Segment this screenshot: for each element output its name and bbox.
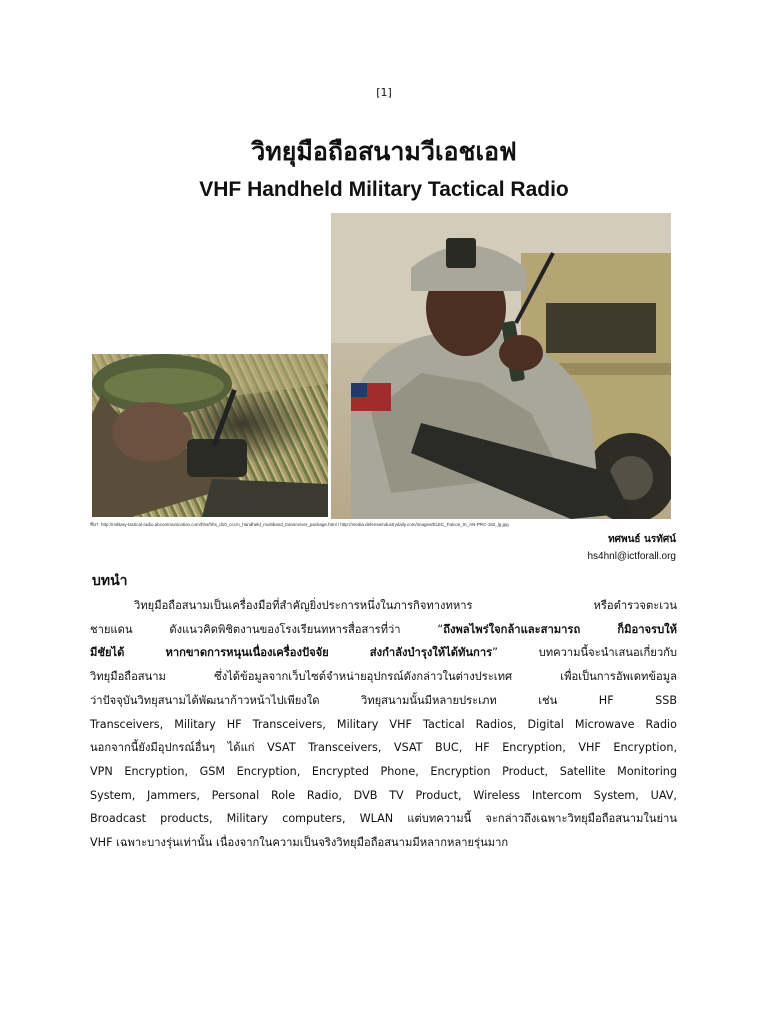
paragraph-text: ” บทความนี้จะนำเสนอเกี่ยวกับ [492,646,677,660]
paragraph-line [90,641,677,665]
photo-soldier-in-grass [92,354,328,517]
motto-quote-part1: ถึงพลไพร่ใจกล้าและสามารถ ก็มิอาจรบให้ [443,622,678,636]
paragraph-line: นอกจากนี้ยังมีอุปกรณ์อื่นๆ ได้แก่ VSAT Transceivers, VSAT BUC, HF Encryption, VHF Encryption, [90,741,677,755]
intro-paragraph [90,594,677,855]
motto-quote-part2: มีชัยได้ หากขาดการหนุนเนื่องเครื่องปัจจัย ส่งกำลังบำรุงให้ได้ทันการ [90,646,493,660]
paragraph-text: ชายแดน ดังแนวคิดพิชิตงานของโรงเรียนทหารสื่อสารที่ว่า “ [90,622,444,636]
image-source-caption: ที่มา: http://military-tactical-radio.abcommunication.com/hhs/hhs_d10_cccm_handheld_multiband_transceiver_package.html / http://media.defenseindustrydaily.com/images/ELEC_Falcon_III_AN-PRC-152_lg.jpg [90,522,509,527]
page-title-english: VHF Handheld Military Tactical Radio [199,178,569,201]
paragraph-line: วิทยุมือถือสนาม ซึ่งได้ข้อมูลจากเว็บไซต์จำหน่ายอุปกรณ์ดังกล่าวในต่างประเทศ เพื่อเป็นการอัพเดทข้อมูล [90,670,677,684]
paragraph-line: Transceivers, Military HF Transceivers, Military VHF Tactical Radios, Digital Microwave Radio [90,717,677,731]
author-name: ทศพนธ์ นรทัศน์ [608,534,676,545]
paragraph-line: VHF เฉพาะบางรุ่นเท่านั้น เนื่องจากในความเป็นจริงวิทยุมือถือสนามมีหลากหลายรุ่นมาก [90,836,509,850]
paragraph-line: วิทยุมือถือสนามเป็นเครื่องมือที่สำคัญยิ่งประการหนึ่งในภารกิจทางทหาร หรือตำรวจตะเวน [134,599,677,612]
soldier-with-radio-illustration [331,213,671,519]
paragraph-line: System, Jammers, Personal Role Radio, DVB TV Product, Wireless Intercom System, UAV, [90,788,677,802]
paragraph-line: VPN Encryption, GSM Encryption, Encrypted Phone, Encryption Product, Satellite Monitoring [90,764,677,778]
paragraph-line: Broadcast products, Military computers, WLAN แต่บทความนี้ จะกล่าวถึงเฉพาะวิทยุมือถือสนามในย่าน [90,812,677,826]
paragraph-line [90,618,677,642]
page-number: [1] [376,86,392,99]
soldier-in-grass-illustration [92,354,328,517]
photo-soldier-with-radio [331,213,671,519]
author-email: hs4hnl@ictforall.org [587,551,676,562]
section-heading-intro: บทนำ [92,573,128,589]
paragraph-line: ว่าปัจจุบันวิทยุสนามได้พัฒนาก้าวหน้าไปเพียงใด วิทยุสนามนั้นมีหลายประเภท เช่น HF SSB [90,693,677,707]
page-title-thai: วิทยุมือถือสนามวีเอชเอฟ [251,137,517,166]
